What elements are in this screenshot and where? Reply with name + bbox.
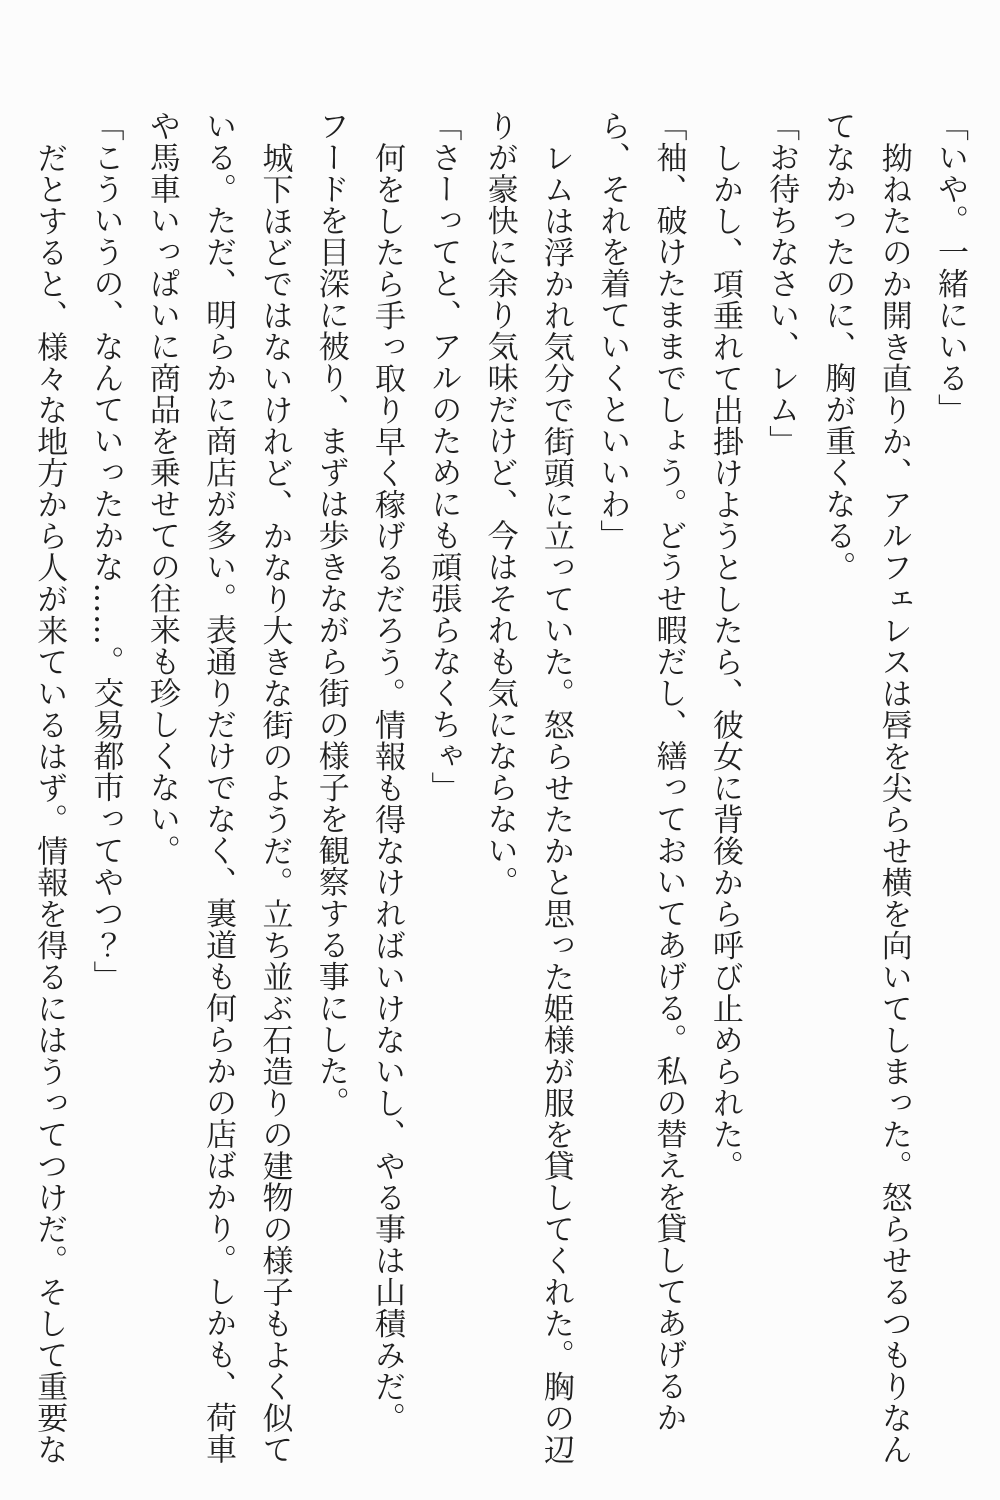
paragraph-dialogue — [415, 110, 471, 1465]
paragraph-narration — [359, 110, 415, 1465]
text-column: りが豪快に余り気味だけど、今はそれも気にならない。 — [481, 110, 518, 898]
text-column: や馬車いっぱいに商品を乗せての往来も珍しくない。 — [143, 110, 180, 866]
paragraph-narration — [697, 110, 753, 1465]
text-column: 「いや。一緒にいる」 — [932, 110, 968, 425]
paragraph-dialogue — [753, 110, 809, 1465]
text-column: てなかったのに、胸が重くなる。 — [819, 110, 856, 583]
text-column: 拗ねたのか開き直りか、アルフェレスは唇を尖らせ横を向いてしまった。怒らせるつもりなん — [875, 141, 912, 1465]
novel-page — [21, 110, 978, 1465]
paragraph-narration — [471, 110, 584, 1465]
text-column: しかし、項垂れて出掛けようとしたら、彼女に背後から呼び止められた。 — [706, 141, 743, 1181]
paragraph-dialogue — [584, 110, 697, 1465]
paragraph-narration — [21, 110, 77, 1465]
text-column: いる。ただ、明らかに商店が多い。表通りだけでなく、裏道も何らかの店ばかり。しかも、荷車 — [200, 110, 237, 1465]
paragraph-dialogue — [77, 110, 133, 1465]
text-column: 城下ほどではないけれど、かなり大きな街のようだ。立ち並ぶ石造りの建物の様子もよく似て — [256, 141, 293, 1465]
text-column: フードを目深に被り、まずは歩きながら街の様子を観察する事にした。 — [312, 110, 349, 1118]
text-column: ら、それを着ていくといいわ」 — [594, 110, 631, 551]
paragraph-narration — [302, 110, 358, 1465]
paragraph-narration — [809, 110, 922, 1465]
text-column: 「お待ちなさい、レム」 — [763, 110, 800, 457]
text-column: 何をしたら手っ取り早く稼げるだろう。情報も得なければいけないし、やる事は山積みだ。 — [369, 141, 406, 1433]
paragraph-narration — [134, 110, 303, 1465]
text-column: 「さーってと、アルのためにも頑張らなくちゃ」 — [425, 110, 462, 803]
text-column: 「こういうの、なんていったかな……。交易都市ってやつ？」 — [87, 110, 124, 992]
text-column: だとすると、様々な地方から人が来ているはず。情報を得るにはうってつけだ。そして重要な — [31, 141, 68, 1465]
paragraph-dialogue — [922, 110, 978, 1465]
text-column: 「袖、破けたままでしょう。どうせ暇だし、繕っておいてあげる。私の替えを貸してあげるか — [650, 110, 687, 1433]
text-column: レムは浮かれ気分で街頭に立っていた。怒らせたかと思った姫様が服を貸してくれた。胸の辺 — [537, 141, 574, 1465]
